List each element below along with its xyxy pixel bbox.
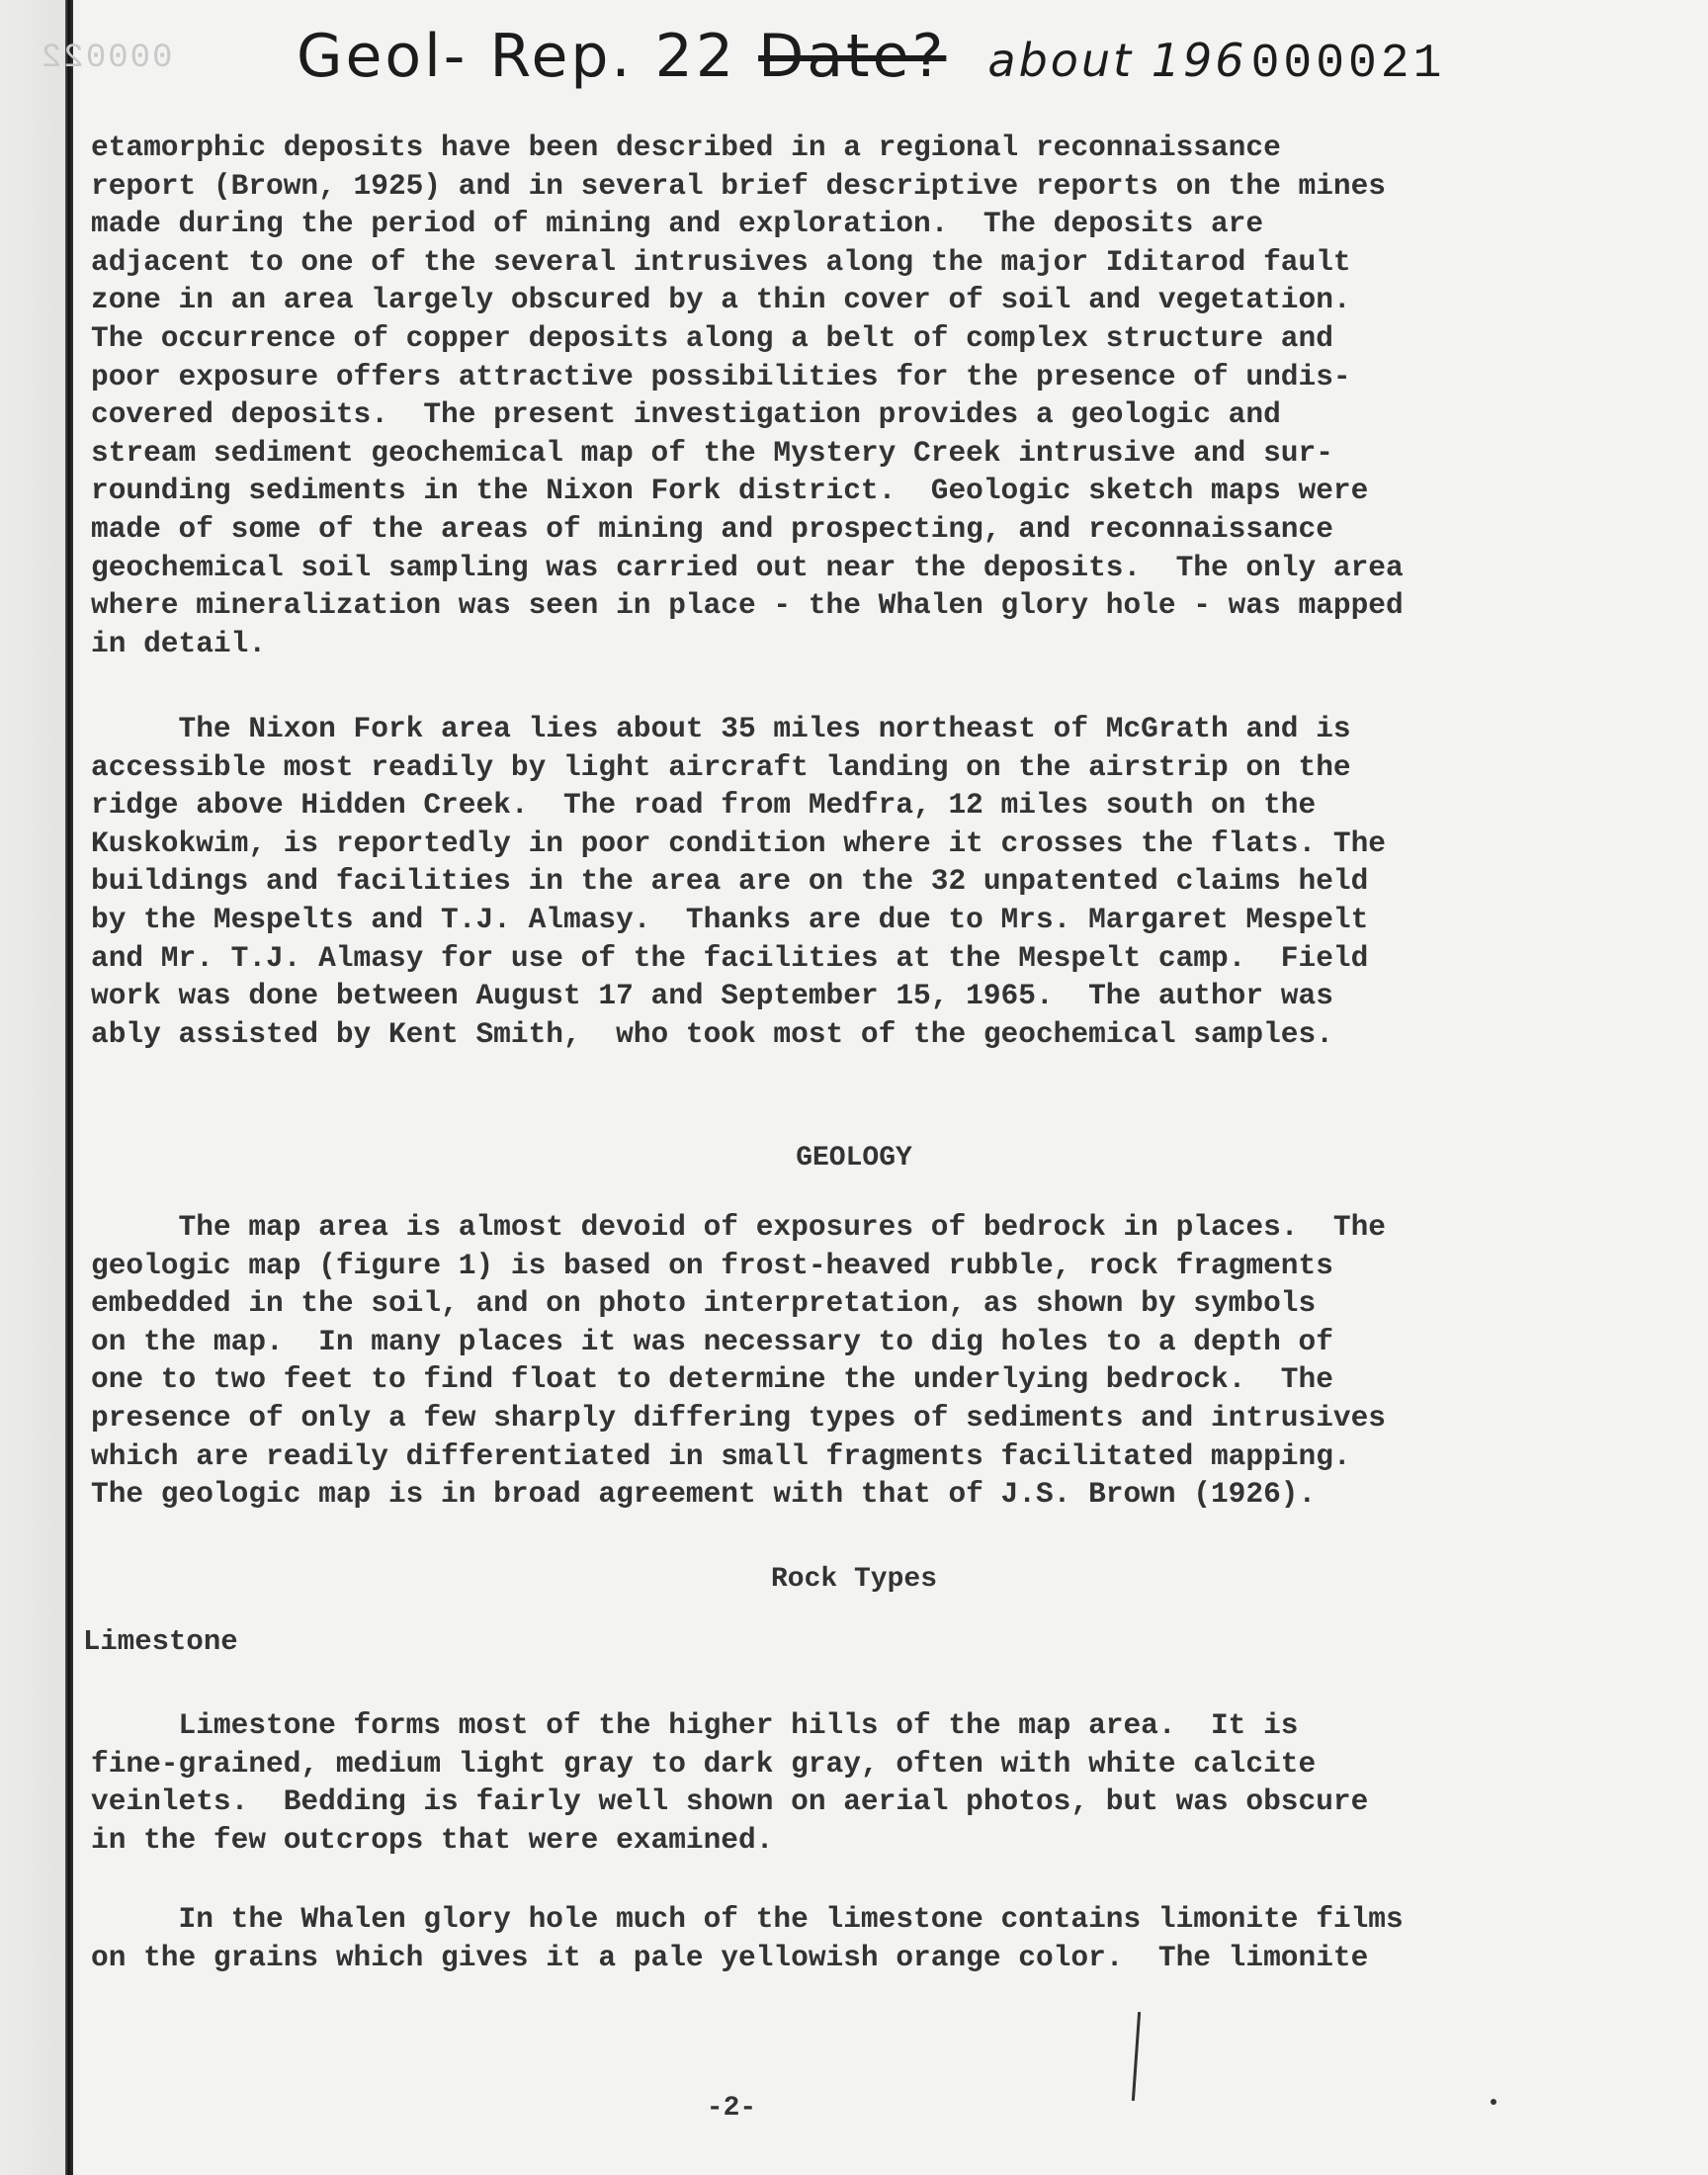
text-line: work was done between August 17 and September 15, 1965. The author was — [91, 979, 1333, 1013]
text-line: Limestone forms most of the higher hills of the map area. It is — [91, 1708, 1299, 1742]
geology-paragraph — [91, 1208, 1613, 1514]
text-line: where mineralization was seen in place - the Whalen glory hole - was mapped — [91, 588, 1404, 623]
text-line: poor exposure offers attractive possibilities for the presence of undis- — [91, 359, 1351, 393]
handwritten-about-date: about 196 — [987, 34, 1247, 87]
text-line: Kuskokwim, is reportedly in poor condition where it crosses the flats. The — [91, 826, 1387, 860]
text-line: veinlets. Bedding is fairly well shown on aerial photos, but was obscure — [91, 1784, 1369, 1819]
page-number: -2- — [706, 2093, 757, 2124]
limestone-label: Limestone — [83, 1625, 238, 1658]
text-line: The geologic map is in broad agreement with that of J.S. Brown (1926). — [91, 1477, 1317, 1512]
page-id-stamp: 000021 — [1250, 38, 1446, 91]
text-line: on the map. In many places it was necessary to dig holes to a depth of — [91, 1324, 1333, 1358]
intro-paragraph — [91, 129, 1613, 662]
text-line: The occurrence of copper deposits along a belt of complex structure and — [91, 320, 1333, 355]
text-line: ably assisted by Kent Smith, who took most of the geochemical samples. — [91, 1016, 1333, 1051]
text-line: accessible most readily by light aircraft landing on the airstrip on the — [91, 749, 1351, 784]
text-line: rounding sediments in the Nixon Fork district. Geologic sketch maps were — [91, 474, 1369, 508]
text-line: covered deposits. The present investigation provides a geologic and — [91, 397, 1281, 432]
text-line: made during the period of mining and exploration. The deposits are — [91, 207, 1264, 241]
handwritten-title: Geol- Rep. 22 — [297, 22, 736, 91]
text-line: on the grains which gives it a pale yellowish orange color. The limonite — [91, 1940, 1369, 1974]
text-line: in the few outcrops that were examined. — [91, 1822, 774, 1857]
text-line: made of some of the areas of mining and prospecting, and reconnaissance — [91, 511, 1333, 546]
text-line: In the Whalen glory hole much of the limestone contains limonite films — [91, 1902, 1404, 1936]
geology-heading: GEOLOGY — [796, 1143, 912, 1174]
text-line: in detail. — [91, 626, 267, 660]
text-line: zone in an area largely obscured by a thin cover of soil and vegetation. — [91, 283, 1351, 317]
text-line: etamorphic deposits have been described in a regional reconnaissance — [91, 130, 1281, 164]
access-paragraph — [91, 710, 1613, 1053]
rock-types-heading: Rock Types — [770, 1564, 938, 1595]
text-line: stream sediment geochemical map of the Mystery Creek intrusive and sur- — [91, 435, 1333, 470]
text-line: geologic map (figure 1) is based on frost-heaved rubble, rock fragments — [91, 1248, 1333, 1282]
text-line: presence of only a few sharply differing types of sediments and intrusives — [91, 1400, 1387, 1435]
text-line: and Mr. T.J. Almasy for use of the facilities at the Mespelt camp. Field — [91, 940, 1369, 975]
ghost-page-id: 000022 — [40, 40, 173, 77]
limestone-paragraph-1 — [91, 1706, 1613, 1859]
text-line: one to two feet to find float to determine the underlying bedrock. The — [91, 1362, 1333, 1397]
pen-stroke-mark — [1132, 2012, 1141, 2101]
text-line: adjacent to one of the several intrusives along the major Iditarod fault — [91, 244, 1351, 279]
text-line: The Nixon Fork area lies about 35 miles northeast of McGrath and is — [91, 712, 1351, 745]
scan-binding-shadow — [0, 0, 65, 2175]
text-line: fine-grained, medium light gray to dark gray, often with white calcite — [91, 1746, 1317, 1781]
text-line: which are readily differentiated in small fragments facilitated mapping. — [91, 1438, 1351, 1473]
text-line: geochemical soil sampling was carried out near the deposits. The only area — [91, 550, 1404, 584]
struck-date-text: Date? — [758, 22, 947, 91]
limestone-paragraph-2 — [91, 1900, 1613, 1976]
scan-binding-edge — [65, 0, 73, 2175]
text-line: report (Brown, 1925) and in several brief descriptive reports on the mines — [91, 168, 1387, 203]
text-line: by the Mespelts and T.J. Almasy. Thanks are due to Mrs. Margaret Mespelt — [91, 902, 1369, 936]
ink-dot-mark — [1491, 2099, 1496, 2105]
text-line: buildings and facilities in the area are on the 32 unpatented claims held — [91, 864, 1369, 899]
text-line: embedded in the soil, and on photo interpretation, as shown by symbols — [91, 1286, 1317, 1321]
text-line: ridge above Hidden Creek. The road from Medfra, 12 miles south on the — [91, 788, 1317, 823]
handwritten-header — [297, 22, 1445, 91]
text-line: The map area is almost devoid of exposures of bedrock in places. The — [91, 1210, 1387, 1244]
